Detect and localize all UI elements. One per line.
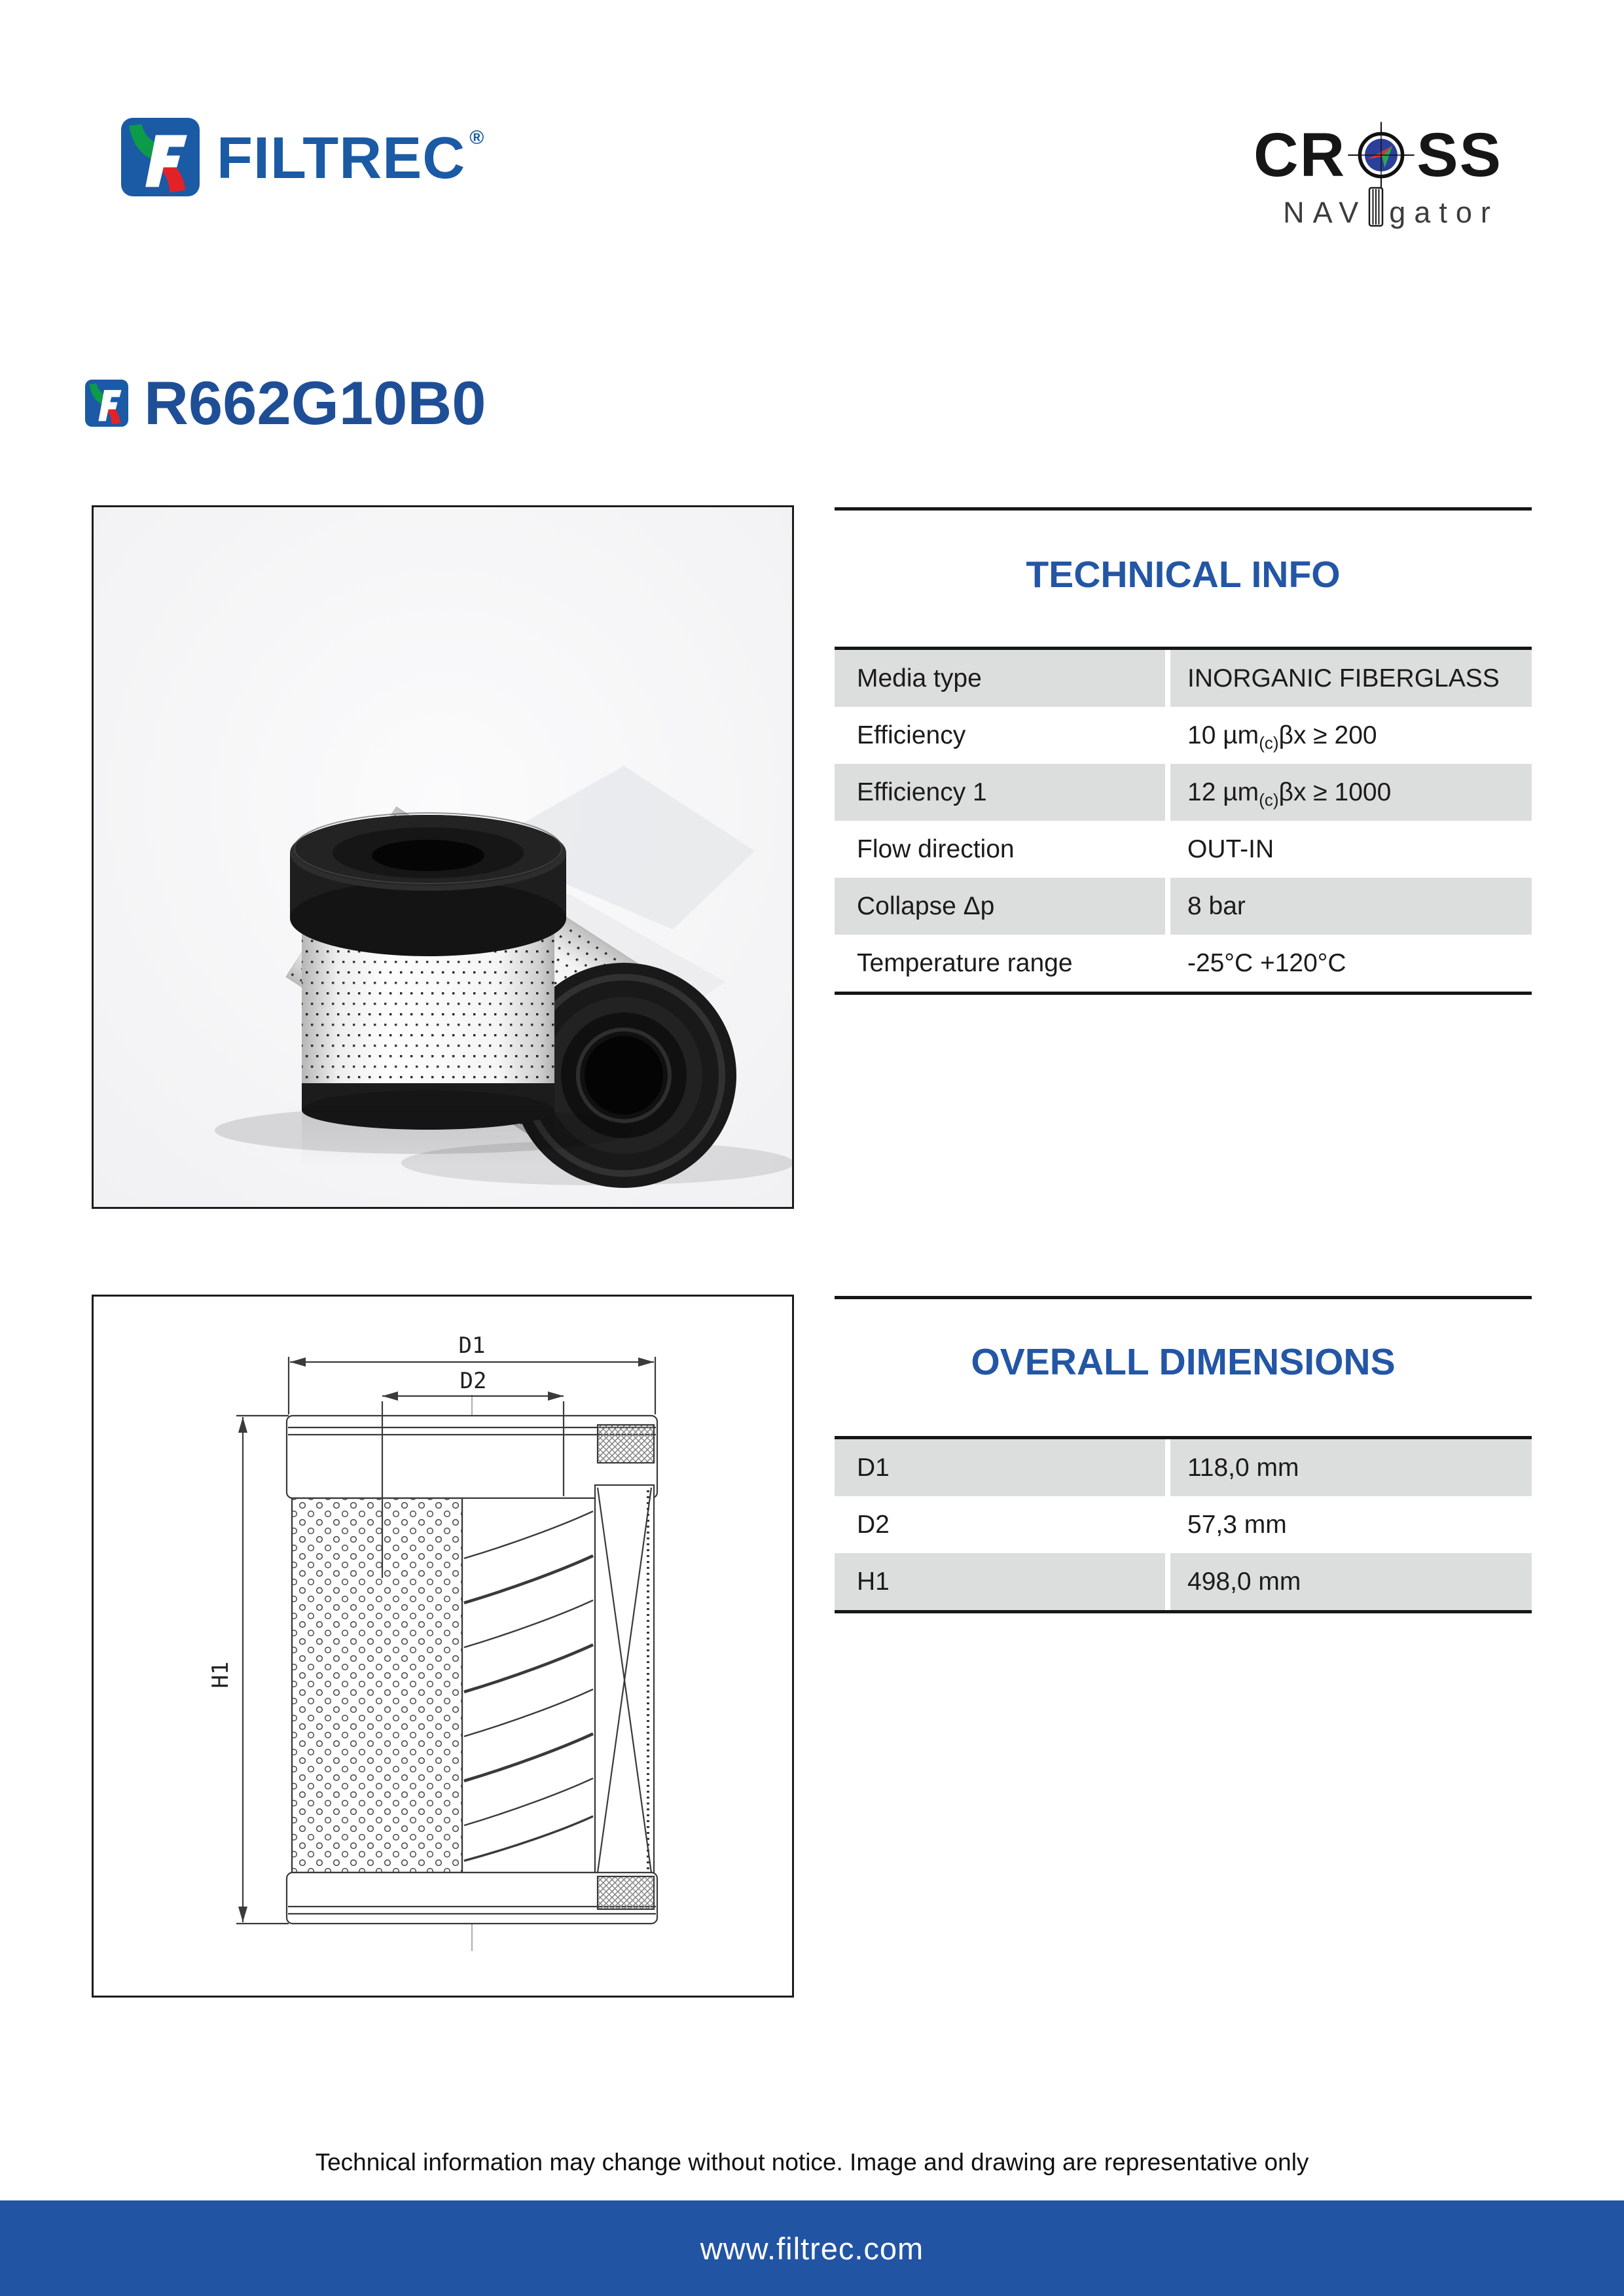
filtrec-logo bbox=[121, 118, 484, 196]
row-label: Media type bbox=[835, 650, 1165, 707]
row-label: Temperature range bbox=[857, 948, 1073, 977]
value-text: 10 µm bbox=[1187, 721, 1259, 749]
website-link[interactable]: www.filtrec.com bbox=[700, 2231, 924, 2266]
table-row bbox=[835, 764, 1532, 821]
divider-line-technical bbox=[835, 507, 1532, 511]
row-value bbox=[1170, 764, 1532, 821]
page-title: R662G10B0 bbox=[144, 368, 486, 437]
filter-column-icon bbox=[1367, 187, 1385, 227]
row-value: 57,3 mm bbox=[1187, 1510, 1287, 1539]
technical-drawing bbox=[92, 1295, 794, 1998]
dimension-label-d1: D1 bbox=[458, 1333, 486, 1359]
table-row bbox=[835, 650, 1532, 707]
row-label: H1 bbox=[835, 1553, 1165, 1610]
row-value bbox=[1170, 650, 1532, 707]
filtrec-mark-icon bbox=[121, 118, 200, 196]
value-text: INORGANIC FIBERGLASS bbox=[1187, 664, 1500, 692]
dimension-label-d2: D2 bbox=[460, 1368, 487, 1394]
value-text: OUT-IN bbox=[1187, 834, 1274, 863]
filtrec-wordmark-text: FILTREC bbox=[217, 125, 466, 191]
table-row bbox=[835, 821, 1532, 878]
row-label: D2 bbox=[857, 1510, 890, 1539]
disclaimer-text: Technical information may change without notice. Image and drawing are representative only bbox=[315, 2149, 1309, 2176]
cross-navigator-logo bbox=[1247, 121, 1509, 227]
value-text: -25°C +120°C bbox=[1187, 948, 1346, 977]
cross-text-right: SS bbox=[1416, 120, 1502, 190]
row-label: Collapse Δp bbox=[835, 878, 1165, 935]
footer-bar bbox=[0, 2200, 1624, 2296]
divider-line-dimensions bbox=[835, 1296, 1532, 1299]
technical-info-table bbox=[835, 647, 1532, 995]
table-row bbox=[835, 1439, 1532, 1496]
overall-dimensions-table bbox=[835, 1436, 1532, 1613]
row-value bbox=[1170, 821, 1532, 878]
overall-dimensions-title: OVERALL DIMENSIONS bbox=[971, 1341, 1396, 1383]
row-label: Efficiency bbox=[857, 721, 966, 749]
registered-mark: ® bbox=[469, 126, 484, 149]
table-row bbox=[835, 707, 1532, 764]
nav-suffix: gator bbox=[1389, 196, 1499, 229]
product-mark-icon bbox=[85, 380, 128, 427]
row-value bbox=[1170, 878, 1532, 935]
value-text: 8 bar bbox=[1187, 891, 1246, 920]
drawing-geometry bbox=[236, 1357, 657, 1951]
cross-text-left: CR bbox=[1254, 120, 1346, 190]
nav-prefix: NAV bbox=[1283, 196, 1367, 229]
row-label: D1 bbox=[835, 1439, 1165, 1496]
table-row bbox=[835, 878, 1532, 935]
table-row bbox=[835, 1553, 1532, 1610]
filtrec-wordmark bbox=[217, 125, 484, 191]
technical-info-title: TECHNICAL INFO bbox=[1026, 554, 1341, 596]
product-photo bbox=[92, 505, 794, 1209]
technical-drawing-image bbox=[94, 1297, 792, 1996]
product-photo-image bbox=[94, 507, 792, 1207]
row-label: Efficiency 1 bbox=[835, 764, 1165, 821]
product-title-row bbox=[85, 368, 486, 439]
row-value: 118,0 mm bbox=[1170, 1439, 1532, 1496]
compass-icon bbox=[1347, 121, 1415, 189]
row-value bbox=[1170, 935, 1532, 992]
row-value bbox=[1170, 707, 1532, 764]
value-subscript: (c) bbox=[1259, 733, 1279, 753]
row-label: Flow direction bbox=[857, 834, 1015, 863]
value-text: βx ≥ 1000 bbox=[1278, 778, 1392, 806]
table-row bbox=[835, 935, 1532, 992]
row-value: 498,0 mm bbox=[1170, 1553, 1532, 1610]
value-text: βx ≥ 200 bbox=[1278, 721, 1377, 749]
dimension-label-h1: H1 bbox=[208, 1661, 234, 1689]
table-row bbox=[835, 1496, 1532, 1553]
cross-logo-line2 bbox=[1273, 187, 1509, 227]
cross-logo-line1 bbox=[1247, 121, 1509, 189]
value-text: 12 µm bbox=[1187, 778, 1259, 806]
value-subscript: (c) bbox=[1259, 790, 1279, 810]
